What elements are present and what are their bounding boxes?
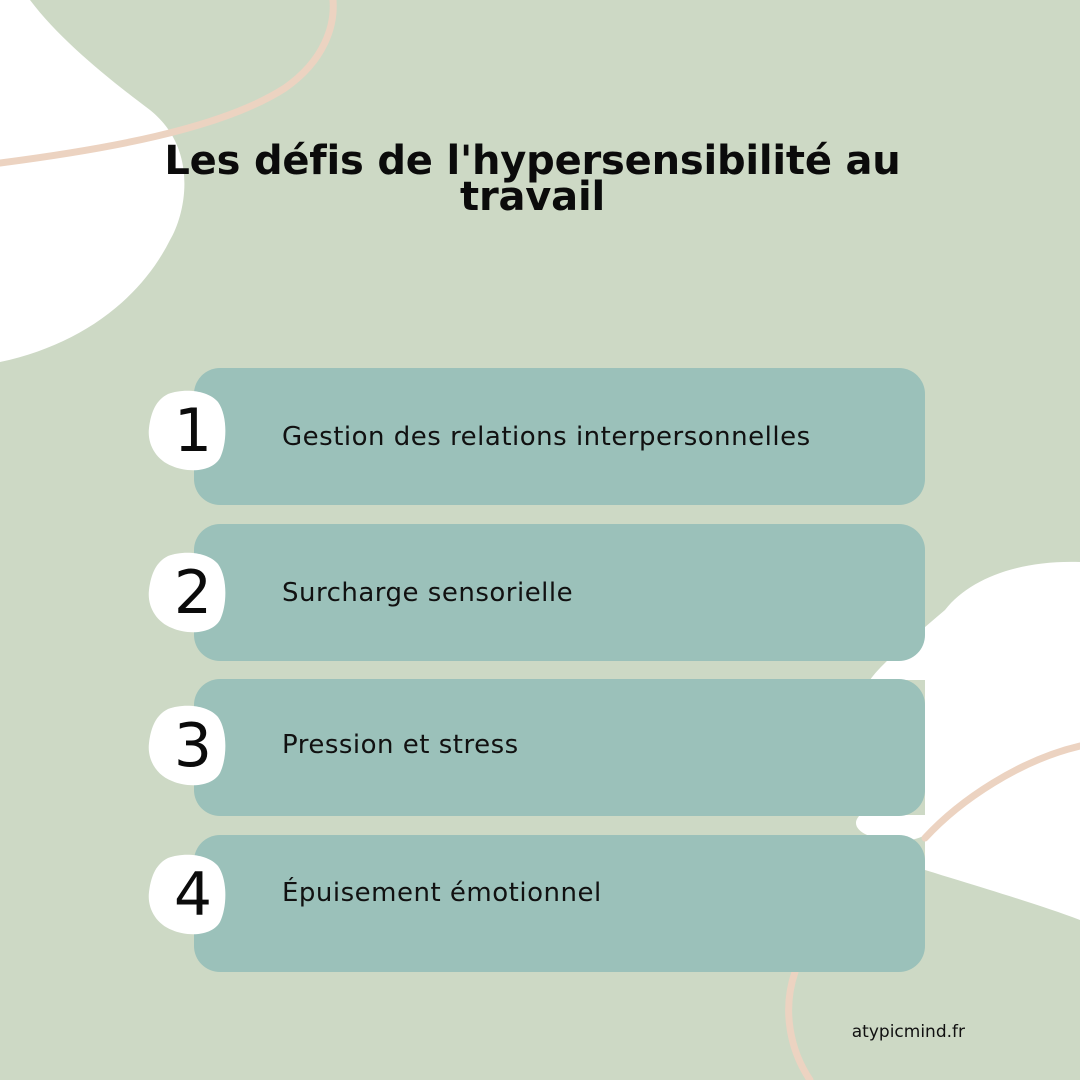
number-badge-3: [148, 705, 226, 787]
challenge-card-4: [194, 835, 925, 972]
challenge-card-2: [194, 524, 925, 661]
number-badge-2: [148, 552, 226, 634]
challenge-label: Gestion des relations interpersonnelles: [282, 421, 811, 452]
challenge-label: Épuisement émotionnel: [282, 877, 602, 908]
page-title: Les défis de l'hypersensibilité au travail: [164, 138, 901, 220]
bottom-curve: [789, 972, 810, 1080]
challenge-label: Pression et stress: [282, 730, 519, 760]
badge-number: 3: [173, 711, 213, 781]
number-badge-1: [148, 390, 226, 472]
badge-number: 1: [173, 396, 213, 466]
badge-number: 4: [173, 860, 213, 930]
website-credit: atypicmind.fr: [851, 1022, 965, 1042]
challenge-label: Surcharge sensorielle: [282, 577, 574, 608]
badge-number: 2: [173, 558, 213, 628]
challenge-card-1: [194, 368, 925, 505]
number-badge-4: [148, 854, 226, 936]
challenge-card-3: [194, 679, 925, 816]
